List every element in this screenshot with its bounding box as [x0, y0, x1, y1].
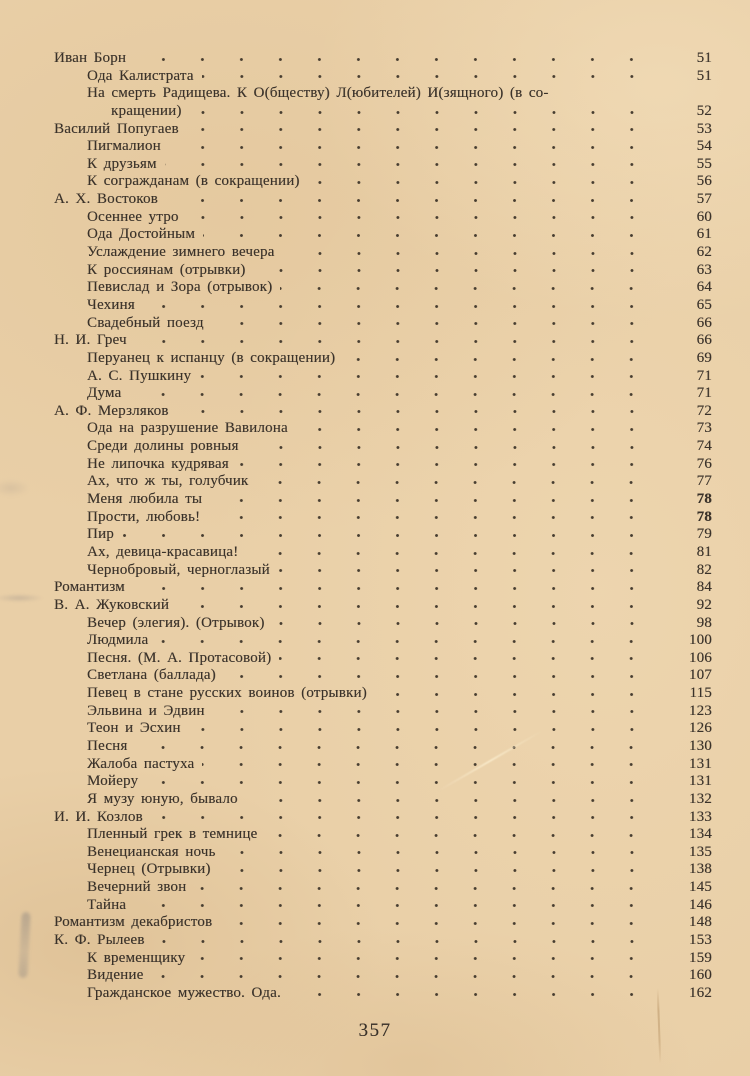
- toc-entry: [54, 68, 712, 86]
- toc-entry-title: Иван Борн: [54, 50, 127, 66]
- toc-entry-page: 78: [696, 508, 712, 525]
- pencil-smudge: [0, 480, 28, 496]
- toc-entry-page: 61: [696, 226, 712, 243]
- toc-entry: [54, 244, 712, 262]
- toc-entry-title: Чернец (Отрывки): [87, 861, 211, 878]
- dot-leader: [156, 632, 654, 650]
- toc-entry-page: 64: [696, 279, 712, 296]
- toc-entry-title: Мойеру: [87, 773, 139, 790]
- toc-entry: [54, 50, 712, 68]
- toc-entry-title: Н. И. Греч: [54, 332, 127, 349]
- toc-entry-title: Гражданское мужество. Ода.: [87, 984, 281, 1001]
- toc-entry-page: 63: [696, 261, 712, 278]
- toc-entry: [54, 773, 712, 791]
- toc-entry: [54, 262, 712, 280]
- toc-entry: [54, 315, 712, 333]
- toc-entry: [54, 879, 712, 897]
- toc-entry-page: 51: [696, 50, 712, 66]
- toc-entry-title: Песня: [87, 737, 128, 754]
- toc-entry: [54, 209, 712, 227]
- dot-leader: [135, 738, 654, 756]
- dot-leader: [343, 350, 654, 368]
- toc-entry: [54, 385, 712, 403]
- toc-entry-page: 62: [696, 244, 712, 261]
- dot-leader: [283, 244, 654, 262]
- toc-entry-title: кращении): [111, 102, 182, 119]
- toc-entry: [54, 456, 712, 474]
- toc-entry: [54, 615, 712, 633]
- toc-entry-title: Среди долины ровныя: [87, 438, 239, 455]
- toc-entry: [54, 703, 712, 721]
- toc-entry-title: К. Ф. Рылеев: [54, 932, 145, 949]
- toc-entry-page: 100: [688, 632, 712, 649]
- toc-entry: [54, 173, 712, 191]
- dot-leader: [213, 703, 654, 721]
- dot-leader: [212, 315, 654, 333]
- toc-entry-page: 115: [689, 685, 712, 702]
- toc-entry-title: Свадебный поезд: [87, 314, 204, 331]
- toc-entry-title: Перуанец к испанцу (в сокращении): [87, 349, 336, 366]
- toc-entry-title: Я музу юную, бывало: [87, 790, 238, 807]
- toc-entry-title: Песня. (М. А. Протасовой): [87, 649, 272, 666]
- toc-entry: [54, 826, 712, 844]
- toc-entry: [54, 473, 712, 491]
- toc-entry-page: 69: [696, 349, 712, 366]
- toc-entry-page: 52: [696, 102, 712, 119]
- dot-leader: [199, 368, 654, 386]
- toc-entry-page: 54: [696, 138, 712, 155]
- toc-entry-page: 98: [696, 614, 712, 631]
- toc-entry-page: 146: [688, 896, 712, 913]
- toc-entry: [54, 85, 712, 103]
- toc-entry-title: К согражданам (в сокращении): [87, 173, 300, 190]
- toc-entry-page: 78: [696, 491, 712, 508]
- toc-entry-title: Прости, любовь!: [87, 508, 201, 525]
- toc-entry: [54, 368, 712, 386]
- dot-leader: [153, 932, 654, 950]
- toc-entry-page: 126: [688, 720, 712, 737]
- toc-entry: [54, 897, 712, 915]
- toc-entry-page: 131: [688, 755, 712, 772]
- toc-entry-title: В. А. Жуковский: [54, 596, 170, 613]
- dot-leader: [190, 103, 654, 121]
- toc-entry-page: 82: [696, 561, 712, 578]
- toc-entry-page: 74: [696, 438, 712, 455]
- toc-entry-title: Ода Достойным: [87, 226, 196, 243]
- dot-leader: [289, 985, 654, 1003]
- dot-leader: [557, 85, 654, 103]
- dot-leader: [189, 720, 654, 738]
- dot-leader: [202, 756, 654, 774]
- toc-entry-title: Эльвина и Эдвин: [87, 702, 205, 719]
- dot-leader: [247, 438, 654, 456]
- toc-entry-title: Венецианская ночь: [87, 843, 216, 860]
- dot-leader: [220, 914, 654, 932]
- toc-entry-title: Пигмалион: [87, 138, 161, 155]
- toc-entry: [54, 950, 712, 968]
- dot-leader: [122, 526, 654, 544]
- toc-entry: [54, 279, 712, 297]
- toc-entry-page: 56: [696, 173, 712, 190]
- toc-entry-title: Василий Попугаев: [54, 120, 179, 137]
- toc-entry-page: 160: [688, 967, 712, 984]
- toc-entry: [54, 967, 712, 985]
- toc-entry: [54, 509, 712, 527]
- toc-entry: [54, 138, 712, 156]
- dot-leader: [187, 209, 654, 227]
- toc-entry-page: 84: [696, 579, 712, 596]
- toc-entry: [54, 420, 712, 438]
- toc-entry-page: 71: [696, 367, 712, 384]
- dot-leader: [224, 844, 654, 862]
- toc-entry-title: Романтизм декабристов: [54, 914, 213, 931]
- toc-entry: [54, 526, 712, 544]
- toc-entry-page: 135: [688, 843, 712, 860]
- toc-entry: [54, 685, 712, 703]
- toc-entry: [54, 809, 712, 827]
- dot-leader: [134, 50, 654, 68]
- toc-entry-title: Теон и Эсхин: [87, 720, 181, 737]
- toc-entry-page: 123: [688, 702, 712, 719]
- toc-entry-title: На смерть Радищева. К О(бществу) Л(юбителей) И(зящного) (в со-: [87, 85, 549, 102]
- toc-entry-title: Светлана (баллада): [87, 667, 216, 684]
- dot-leader: [246, 544, 654, 562]
- dot-leader: [166, 191, 654, 209]
- toc-entry-title: Певислад и Зора (отрывок): [87, 279, 273, 296]
- toc-entry: [54, 914, 712, 932]
- toc-entry-page: 107: [688, 667, 712, 684]
- toc-entry-page: 71: [696, 385, 712, 402]
- dot-leader: [246, 791, 654, 809]
- dot-leader: [143, 297, 654, 315]
- dot-leader: [375, 685, 654, 703]
- dot-leader: [208, 509, 654, 527]
- dot-leader: [280, 279, 654, 297]
- page-number: 357: [358, 1020, 392, 1041]
- toc-entry: [54, 597, 712, 615]
- toc-entry-page: 106: [688, 649, 712, 666]
- toc-entry-title: И. И. Козлов: [54, 808, 143, 825]
- dot-leader: [203, 226, 654, 244]
- toc-entry-page: 65: [696, 296, 712, 313]
- dot-leader: [194, 879, 654, 897]
- toc-entry-page: 66: [696, 314, 712, 331]
- toc-entry: [54, 403, 712, 421]
- toc-entry: [54, 844, 712, 862]
- toc-entry-page: 132: [688, 790, 712, 807]
- toc-entry: [54, 544, 712, 562]
- toc-entry: [54, 720, 712, 738]
- toc-entry-page: 133: [688, 808, 712, 825]
- dot-leader: [134, 897, 654, 915]
- toc-entry-title: Пир: [87, 526, 114, 543]
- toc-entry-page: 72: [696, 402, 712, 419]
- toc-entry: [54, 191, 712, 209]
- toc-entry: [54, 103, 712, 121]
- dot-leader: [279, 650, 654, 668]
- dot-leader: [296, 420, 654, 438]
- toc-entry-page: 77: [696, 473, 712, 490]
- dot-leader: [151, 809, 654, 827]
- toc-entry-title: Вечерний звон: [87, 879, 187, 896]
- toc-entry-page: 66: [696, 332, 712, 349]
- toc-entry-page: 53: [696, 120, 712, 137]
- dot-leader: [224, 667, 654, 685]
- toc-entry: [54, 861, 712, 879]
- toc-entry-page: 81: [696, 543, 712, 560]
- toc-entry-page: 138: [688, 861, 712, 878]
- toc-entry-page: 134: [688, 826, 712, 843]
- toc-entry-title: Осеннее утро: [87, 208, 179, 225]
- toc-entry: [54, 438, 712, 456]
- toc-entry-title: Тайна: [87, 896, 127, 913]
- toc-entry: [54, 756, 712, 774]
- toc-entry-title: Людмила: [87, 632, 149, 649]
- toc-entry-page: 162: [688, 984, 712, 1001]
- toc-entry-title: К временщику: [87, 949, 186, 966]
- toc-entry: [54, 491, 712, 509]
- dot-leader: [278, 562, 654, 580]
- toc-entry-title: Пленный грек в темнице: [87, 826, 258, 843]
- dot-leader: [237, 456, 654, 474]
- toc-entry-title: Ода на разрушение Вавилона: [87, 420, 288, 437]
- toc-entry-page: 79: [696, 526, 712, 543]
- dot-leader: [129, 385, 654, 403]
- toc-entry: [54, 791, 712, 809]
- toc-entry-title: Вечер (элегия). (Отрывок): [87, 614, 265, 631]
- toc-entry-page: 153: [688, 932, 712, 949]
- toc-entry-page: 148: [688, 914, 712, 931]
- toc-entry-title: Ода Калистрата: [87, 67, 194, 84]
- toc-entry-page: 73: [696, 420, 712, 437]
- toc-entry-title: Ах, девица-красавица!: [87, 543, 239, 560]
- toc-entry: [54, 562, 712, 580]
- toc-entry-title: К россиянам (отрывки): [87, 261, 246, 278]
- dot-leader: [177, 403, 654, 421]
- toc-entry-title: А. Ф. Мерзляков: [54, 402, 169, 419]
- dot-leader: [273, 615, 654, 633]
- toc-entry-title: Певец в стане русских воинов (отрывки): [87, 685, 367, 702]
- toc-entry: [54, 667, 712, 685]
- toc-entry: [54, 632, 712, 650]
- toc-entry: [54, 226, 712, 244]
- dot-leader: [133, 579, 654, 597]
- toc-entry-page: 92: [696, 596, 712, 613]
- toc-entry: [54, 650, 712, 668]
- toc-entry-title: Не липочка кудрявая: [87, 455, 229, 472]
- toc-entry: [54, 121, 712, 139]
- toc-entry-title: Романтизм: [54, 579, 125, 596]
- dot-leader: [146, 773, 654, 791]
- toc-entry-page: 159: [688, 949, 712, 966]
- toc-entry: [54, 350, 712, 368]
- toc-entry-page: 145: [688, 879, 712, 896]
- toc-entry: [54, 932, 712, 950]
- dot-leader: [187, 121, 654, 139]
- toc-entry-title: Жалоба пастуха: [87, 755, 195, 772]
- toc-entry: [54, 579, 712, 597]
- toc-entry-page: 60: [696, 208, 712, 225]
- toc-entry-page: 130: [688, 737, 712, 754]
- dot-leader: [193, 950, 654, 968]
- dot-leader: [265, 826, 654, 844]
- toc-entry: [54, 156, 712, 174]
- toc-entry: [54, 332, 712, 350]
- dot-leader: [135, 332, 654, 350]
- dot-leader: [177, 597, 654, 615]
- dot-leader: [254, 262, 654, 280]
- dot-leader: [210, 491, 654, 509]
- dot-leader: [165, 156, 654, 174]
- toc-entry-title: Услаждение зимнего вечера: [87, 244, 275, 261]
- toc-entry-page: 51: [696, 67, 712, 84]
- toc-entry-title: А. С. Пушкину: [87, 367, 192, 384]
- toc-entry-title: Меня любила ты: [87, 491, 203, 508]
- toc-entry: [54, 297, 712, 315]
- toc-entry-title: А. Х. Востоков: [54, 191, 158, 208]
- toc-entry: [54, 738, 712, 756]
- toc-entry-title: Чернобровый, черноглазый: [87, 561, 270, 578]
- toc-entry-title: Дума: [87, 385, 122, 402]
- toc-entry-title: Видение: [87, 967, 144, 984]
- dot-leader: [202, 68, 654, 86]
- dot-leader: [308, 173, 654, 191]
- toc-entry: [54, 985, 712, 1003]
- toc-entry-page: 131: [688, 773, 712, 790]
- toc-entry-page: 55: [696, 155, 712, 172]
- pencil-smudge: [0, 594, 42, 602]
- pencil-smudge: [18, 912, 30, 978]
- dot-leader: [256, 473, 654, 491]
- toc-entry-page: 76: [696, 455, 712, 472]
- toc-list: [54, 50, 712, 1003]
- dot-leader: [169, 138, 654, 156]
- toc-entry-title: Ах, что ж ты, голубчик: [87, 473, 249, 490]
- toc-entry-page: 57: [696, 191, 712, 208]
- toc-entry-title: Чехиня: [87, 296, 135, 313]
- dot-leader: [151, 967, 654, 985]
- toc-entry-title: К друзьям: [87, 155, 157, 172]
- dot-leader: [219, 861, 654, 879]
